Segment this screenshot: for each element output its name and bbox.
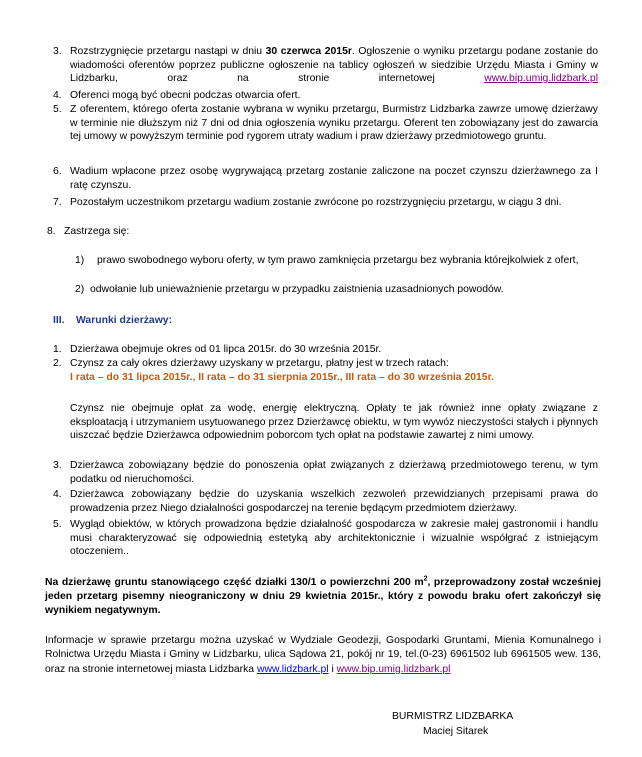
sub-list-item-text: prawo swobodnego wyboru oferty, w tym prawo zamknięcia przetargu bez wybrania którejkolwiek z ofert, — [97, 255, 579, 266]
list-number: 5. — [53, 519, 62, 530]
section-title: Warunki dzierżawy: — [76, 315, 173, 326]
list-item-text: Czynsz za cały okres dzierżawy uzyskany w przetargu, płatny jest w trzech ratach: — [70, 358, 449, 369]
list-item-text: Wadium wpłacone przez osobę wygrywającą przetarg zostanie zaliczone na poczet czynszu dzierżawnego za I ratę czynszu. — [70, 166, 598, 191]
list-item-text: Dzierżawa obejmuje okres od 01 lipca 2015r. do 30 września 2015r. — [70, 344, 382, 355]
list-number: 3. — [53, 46, 62, 57]
list-number: 4. — [53, 489, 62, 500]
list-number: 8. — [47, 226, 56, 237]
list-number: 6. — [53, 166, 62, 177]
list-item-text: Oferenci mogą być obecni podczas otwarcia ofert. — [70, 90, 301, 101]
lidzbark-link[interactable]: www.lidzbark.pl — [256, 663, 329, 675]
rent-exclusions-paragraph: Czynsz nie obejmuje opłat za wodę, energię elektryczną. Opłaty te jak również inne opłaty związane z eksploatacją i utrzymaniem usytuowanego przez Dzierżawcę obiektu, w tym wywóz nieczystości stałych i płynnych uiszczać będzie Dzierżawca odpowiednim poborcom tych opłat na podstawie zawartej z nimi umowy. — [70, 403, 598, 442]
list-number: 2. — [53, 358, 62, 369]
sub-list-number: 2) — [75, 284, 85, 295]
list-item-text: Z oferentem, którego oferta zostanie wybrana w wyniku przetargu, Burmistrz Lidzbarka zawrze umowę dzierżawy w terminie nie dłuższym niż 7 dni od dnia ogłoszenia wyniku przetargu. Oferent ten zobowiązany jest do zawarcia tej umowy w powyższym terminie pod rygorem utraty wadium i praw dzierżawy przedmiotowego gruntu. — [70, 104, 598, 143]
list-item-text: Dzierżawca zobowiązany będzie do ponoszenia opłat związanych z dzierżawą przedmiotowego terenu, w tym podatku od nieruchomości. — [70, 460, 598, 485]
signature-name: Maciej Sitarek — [423, 726, 489, 737]
list-item-text: Zastrzega się: — [64, 226, 130, 237]
list-number: 5. — [53, 104, 62, 115]
list-number: 3. — [53, 460, 62, 471]
list-number: 4. — [53, 90, 62, 101]
bip-link[interactable]: www.bip.umig.lidzbark.pl — [336, 663, 451, 675]
contact-info-paragraph: Informacje w sprawie przetargu można uzyskać w Wydziale Geodezji, Gospodarki Gruntami, Mienia Komunalnego i Rolnictwa Urzędu Miasta i Gminy w Lidzbarku, ulica Sądowa 21, pokój nr 19, tel.(0-23) 6961502 lub 6961505 wew. 136, oraz na stronie internetowej miasta Lidzbarka www.lidzbark.pl i www.bip.umig.lidzbark.pl — [45, 635, 601, 675]
signature-title: BURMISTRZ LIDZBARKA — [392, 711, 514, 722]
list-item-text: Rozstrzygnięcie przetargu nastąpi w dniu 30 czerwca 2015r. Ogłoszenie o wyniku przetargu podane zostanie do wiadomości oferentów poprzez publiczne ogłoszenie na tablicy ogłoszeń w siedzibie Urzędu Miasta i Gminy w Lidzbarku, oraz na stronie internetowej www.bip.umig.lidzbark.pl — [70, 46, 598, 85]
list-item-text: Dzierżawca zobowiązany będzie do uzyskania wszelkich zezwoleń przewidzianych przepisami prawa do prowadzenia przez Niego działalności gospodarczej na terenie będącym przedmiotem dzierżawy. — [70, 489, 598, 514]
sub-list-number: 1) — [75, 255, 85, 266]
list-number: 1. — [53, 344, 62, 355]
previous-tender-notice: Na dzierżawę gruntu stanowiącego część działki 130/1 o powierzchni 200 $m^2$, przeprowadzony został wcześniej jeden przetarg pisemny nieograniczony w dniu 29 kwietnia 2015r., który z powodu braku ofert zakończył się wynikiem negatywnym. — [45, 575, 601, 616]
section-number: III. — [53, 315, 65, 326]
list-item-text: Pozostałym uczestnikom przetargu wadium zostanie zwrócone po rozstrzygnięciu przetargu, w ciągu 3 dni. — [70, 197, 562, 208]
sub-list-item-text: odwołanie lub unieważnienie przetargu w przypadku zaistnienia uzasadnionych powodów. — [90, 284, 504, 295]
bip-link[interactable]: www.bip.umig.lidzbark.pl — [484, 73, 598, 85]
list-number: 7. — [53, 197, 62, 208]
payment-rates: I rata – do 31 lipca 2015r., II rata – do 31 sierpnia 2015r., III rata – do 30 września 2015r. — [70, 372, 494, 383]
list-item-text: Wygląd obiektów, w których prowadzona będzie działalność gospodarcza w zakresie małej gastronomii i handlu musi charakteryzować się odpowiednią estetyką aby architektonicznie i wizualnie współgrać z istniejącym otoczeniem.. — [70, 519, 598, 558]
